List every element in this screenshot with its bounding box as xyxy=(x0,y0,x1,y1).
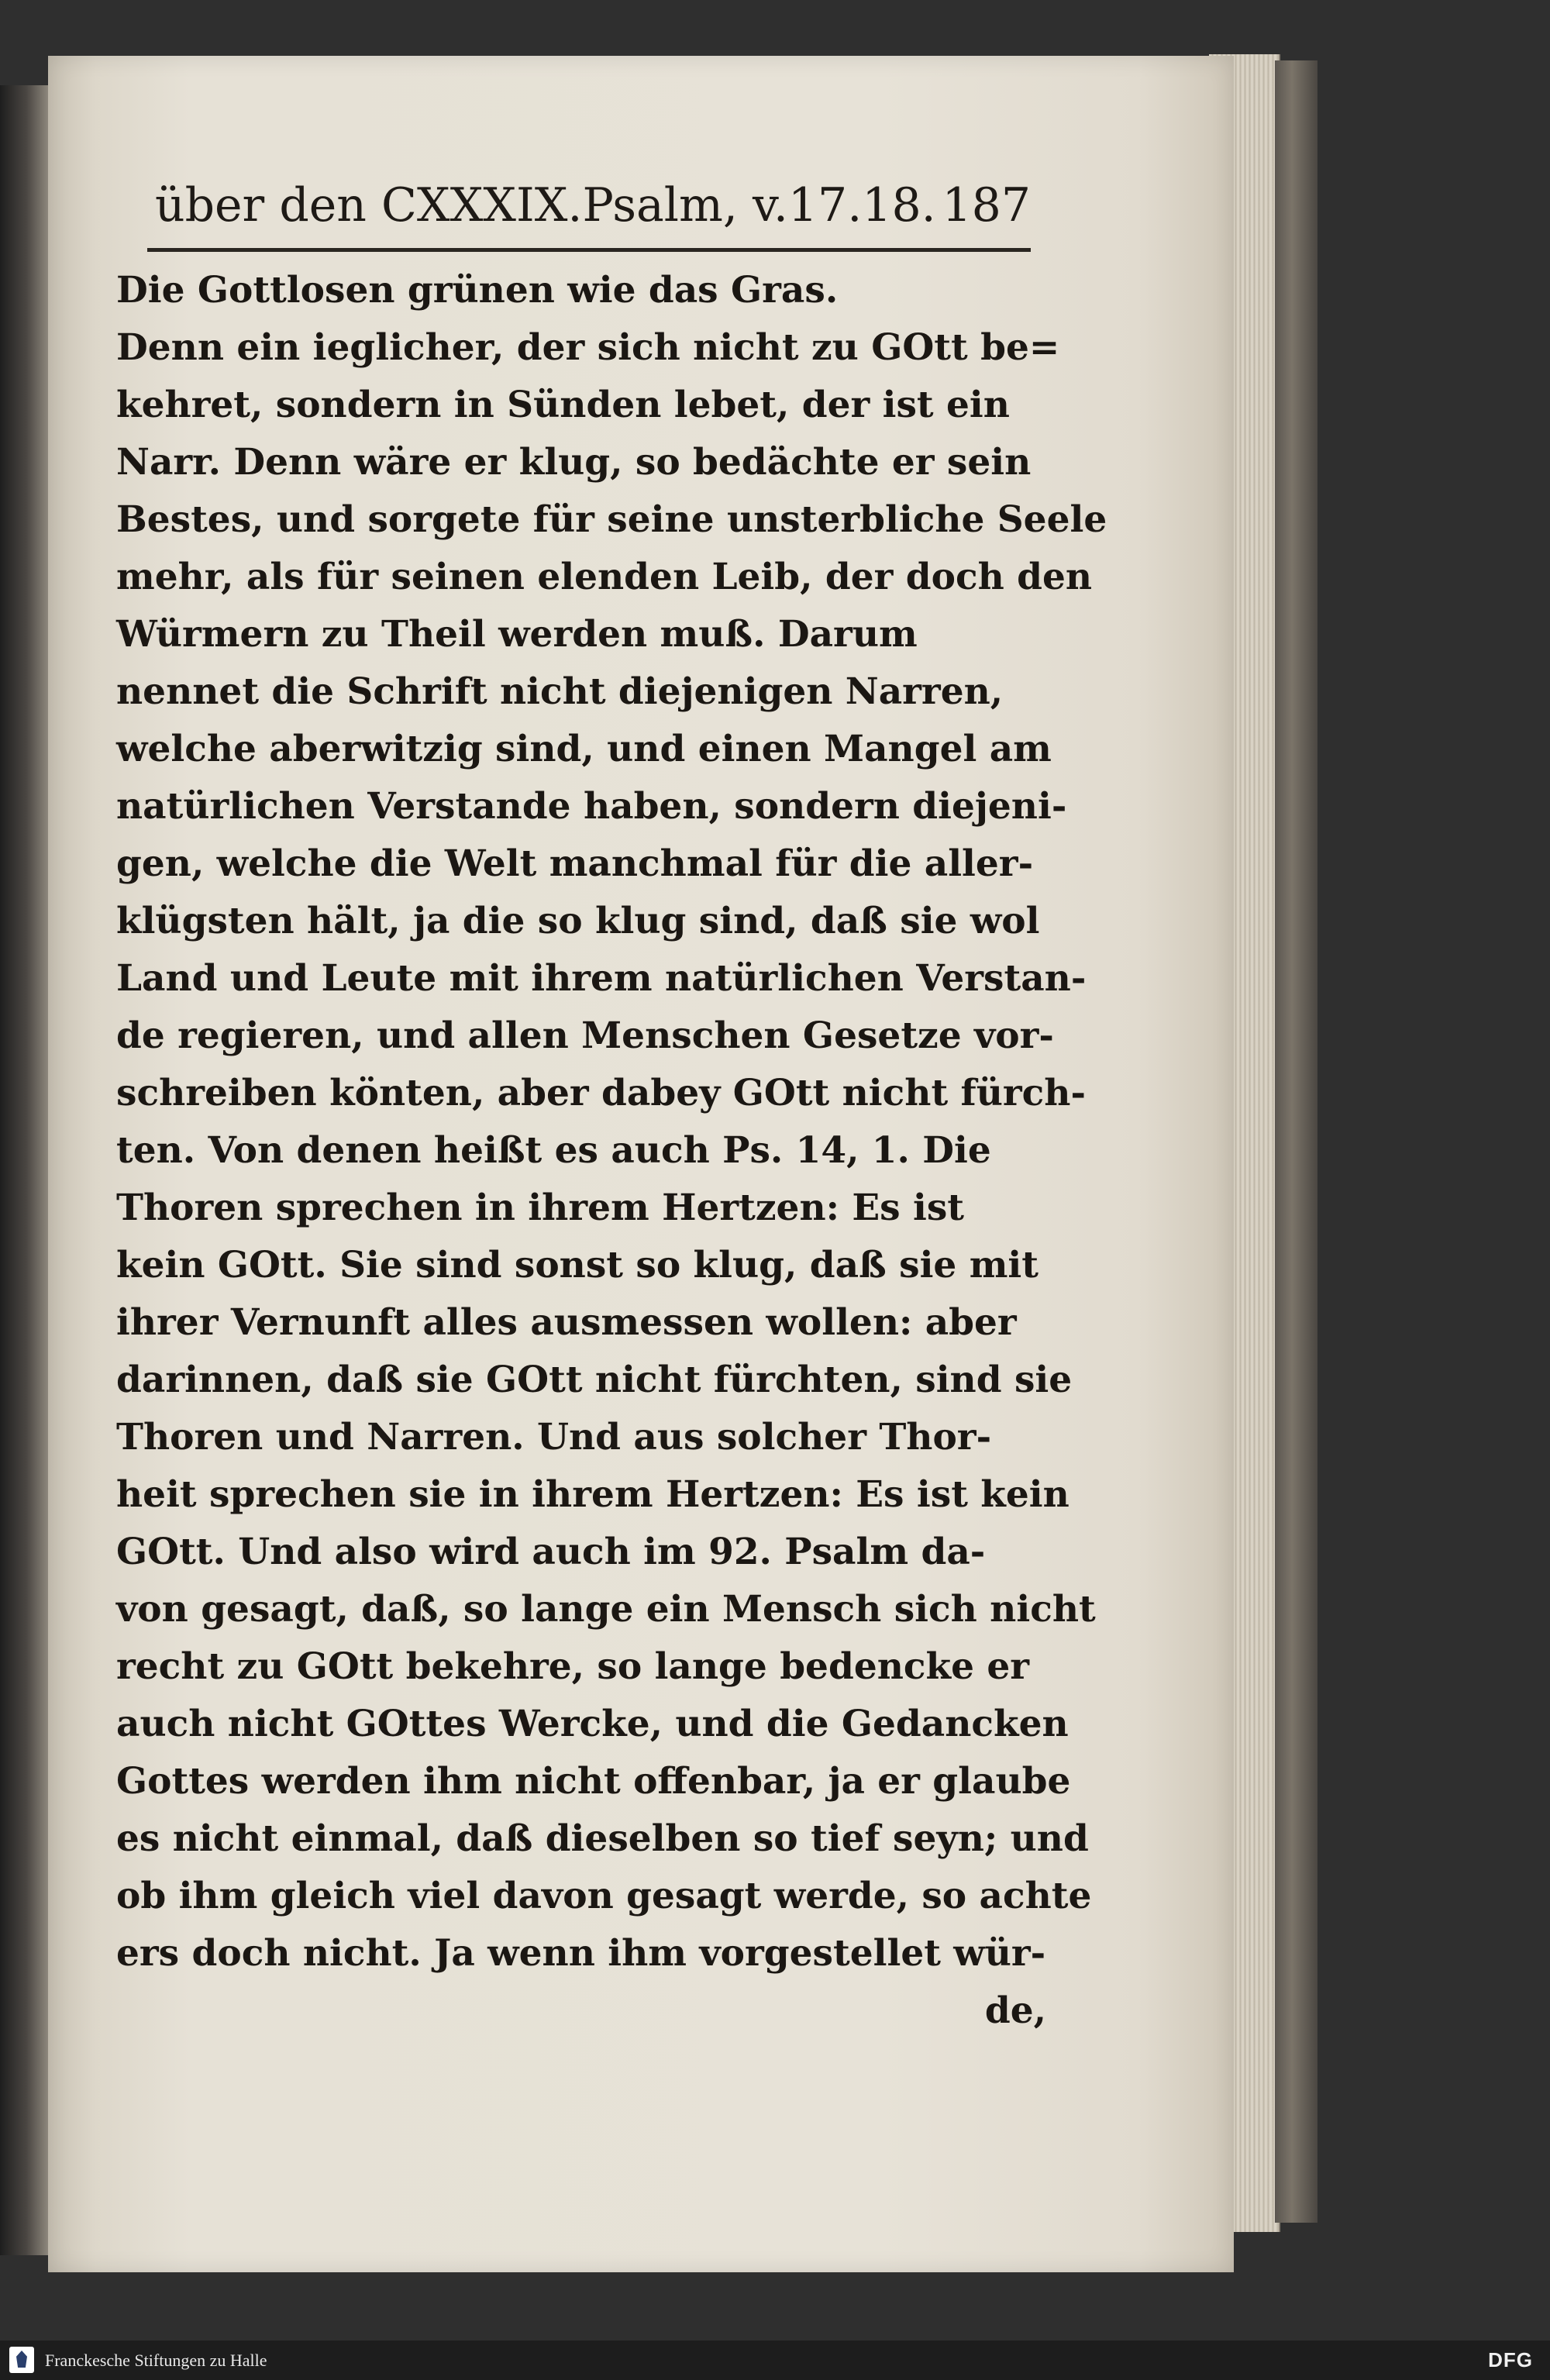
text-line: darinnen, daß sie GOtt nicht fürchten, sind sie xyxy=(116,1359,1073,1401)
text-line: es nicht einmal, daß dieselben so tief seyn; und xyxy=(116,1817,1089,1860)
text-line: ob ihm gleich viel davon gesagt werde, so achte xyxy=(116,1875,1092,1917)
text-line: heit sprechen sie in ihrem Hertzen: Es ist kein xyxy=(116,1473,1070,1516)
header-rule xyxy=(147,248,1031,252)
text-line: gen, welche die Welt manchmal für die aller- xyxy=(116,842,1034,885)
text-line: de regieren, und allen Menschen Gesetze vor- xyxy=(116,1014,1054,1057)
text-line: Bestes, und sorgete für seine unsterbliche Seele xyxy=(116,498,1107,541)
page-number: 187 xyxy=(942,178,1031,232)
text-line: nennet die Schrift nicht diejenigen Narren, xyxy=(116,670,1004,713)
text-line: Würmern zu Theil werden muß. Darum xyxy=(116,613,918,656)
funder-logo: DFG xyxy=(1488,2348,1533,2371)
text-line: Thoren sprechen in ihrem Hertzen: Es ist xyxy=(116,1187,965,1229)
text-line: klügsten hält, ja die so klug sind, daß sie wol xyxy=(116,900,1040,942)
text-line: recht zu GOtt bekehre, so lange bedencke er xyxy=(116,1645,1030,1688)
text-line: Die Gottlosen grünen wie das Gras. xyxy=(116,269,839,312)
text-line: schreiben könten, aber dabey GOtt nicht fürch- xyxy=(116,1072,1086,1114)
text-line: auch nicht GOttes Wercke, und die Gedancken xyxy=(116,1703,1069,1745)
text-line: Gottes werden ihm nicht offenbar, ja er glaube xyxy=(116,1760,1071,1803)
text-line: welche aberwitzig sind, und einen Mangel am xyxy=(116,728,1052,770)
text-line: ten. Von denen heißt es auch Ps. 14, 1. Die xyxy=(116,1129,991,1172)
text-line: kehret, sondern in Sünden lebet, der ist ein xyxy=(116,384,1010,426)
text-line: Land und Leute mit ihrem natürlichen Verstan- xyxy=(116,957,1087,1000)
text-line: Denn ein ieglicher, der sich nicht zu GOtt be= xyxy=(116,326,1060,369)
running-head-title: über den CXXXIX.Psalm, v.17.18. xyxy=(155,178,936,232)
text-line: ers doch nicht. Ja wenn ihm vorgestellet wür- xyxy=(116,1932,1046,1975)
body-text xyxy=(116,262,1107,2040)
text-line: Narr. Denn wäre er klug, so bedächte er sein xyxy=(116,441,1032,484)
text-line: mehr, als für seinen elenden Leib, der doch den xyxy=(116,556,1093,598)
running-header xyxy=(155,178,1038,232)
text-line: Thoren und Narren. Und aus solcher Thor- xyxy=(116,1416,992,1459)
text-line: natürlichen Verstande haben, sondern diejeni- xyxy=(116,785,1067,828)
institution-logo-icon xyxy=(9,2347,34,2373)
institution-name: Franckesche Stiftungen zu Halle xyxy=(45,2351,267,2370)
text-line: kein GOtt. Sie sind sonst so klug, daß sie mit xyxy=(116,1244,1038,1286)
text-line: von gesagt, daß, so lange ein Mensch sich nicht xyxy=(116,1588,1096,1631)
catchword: de, xyxy=(984,1989,1046,2032)
text-line: ihrer Vernunft alles ausmessen wollen: aber xyxy=(116,1301,1017,1344)
facing-page-edge xyxy=(0,85,48,2255)
text-line: GOtt. Und also wird auch im 92. Psalm da- xyxy=(116,1531,986,1573)
book-cover-edge xyxy=(1275,60,1318,2223)
